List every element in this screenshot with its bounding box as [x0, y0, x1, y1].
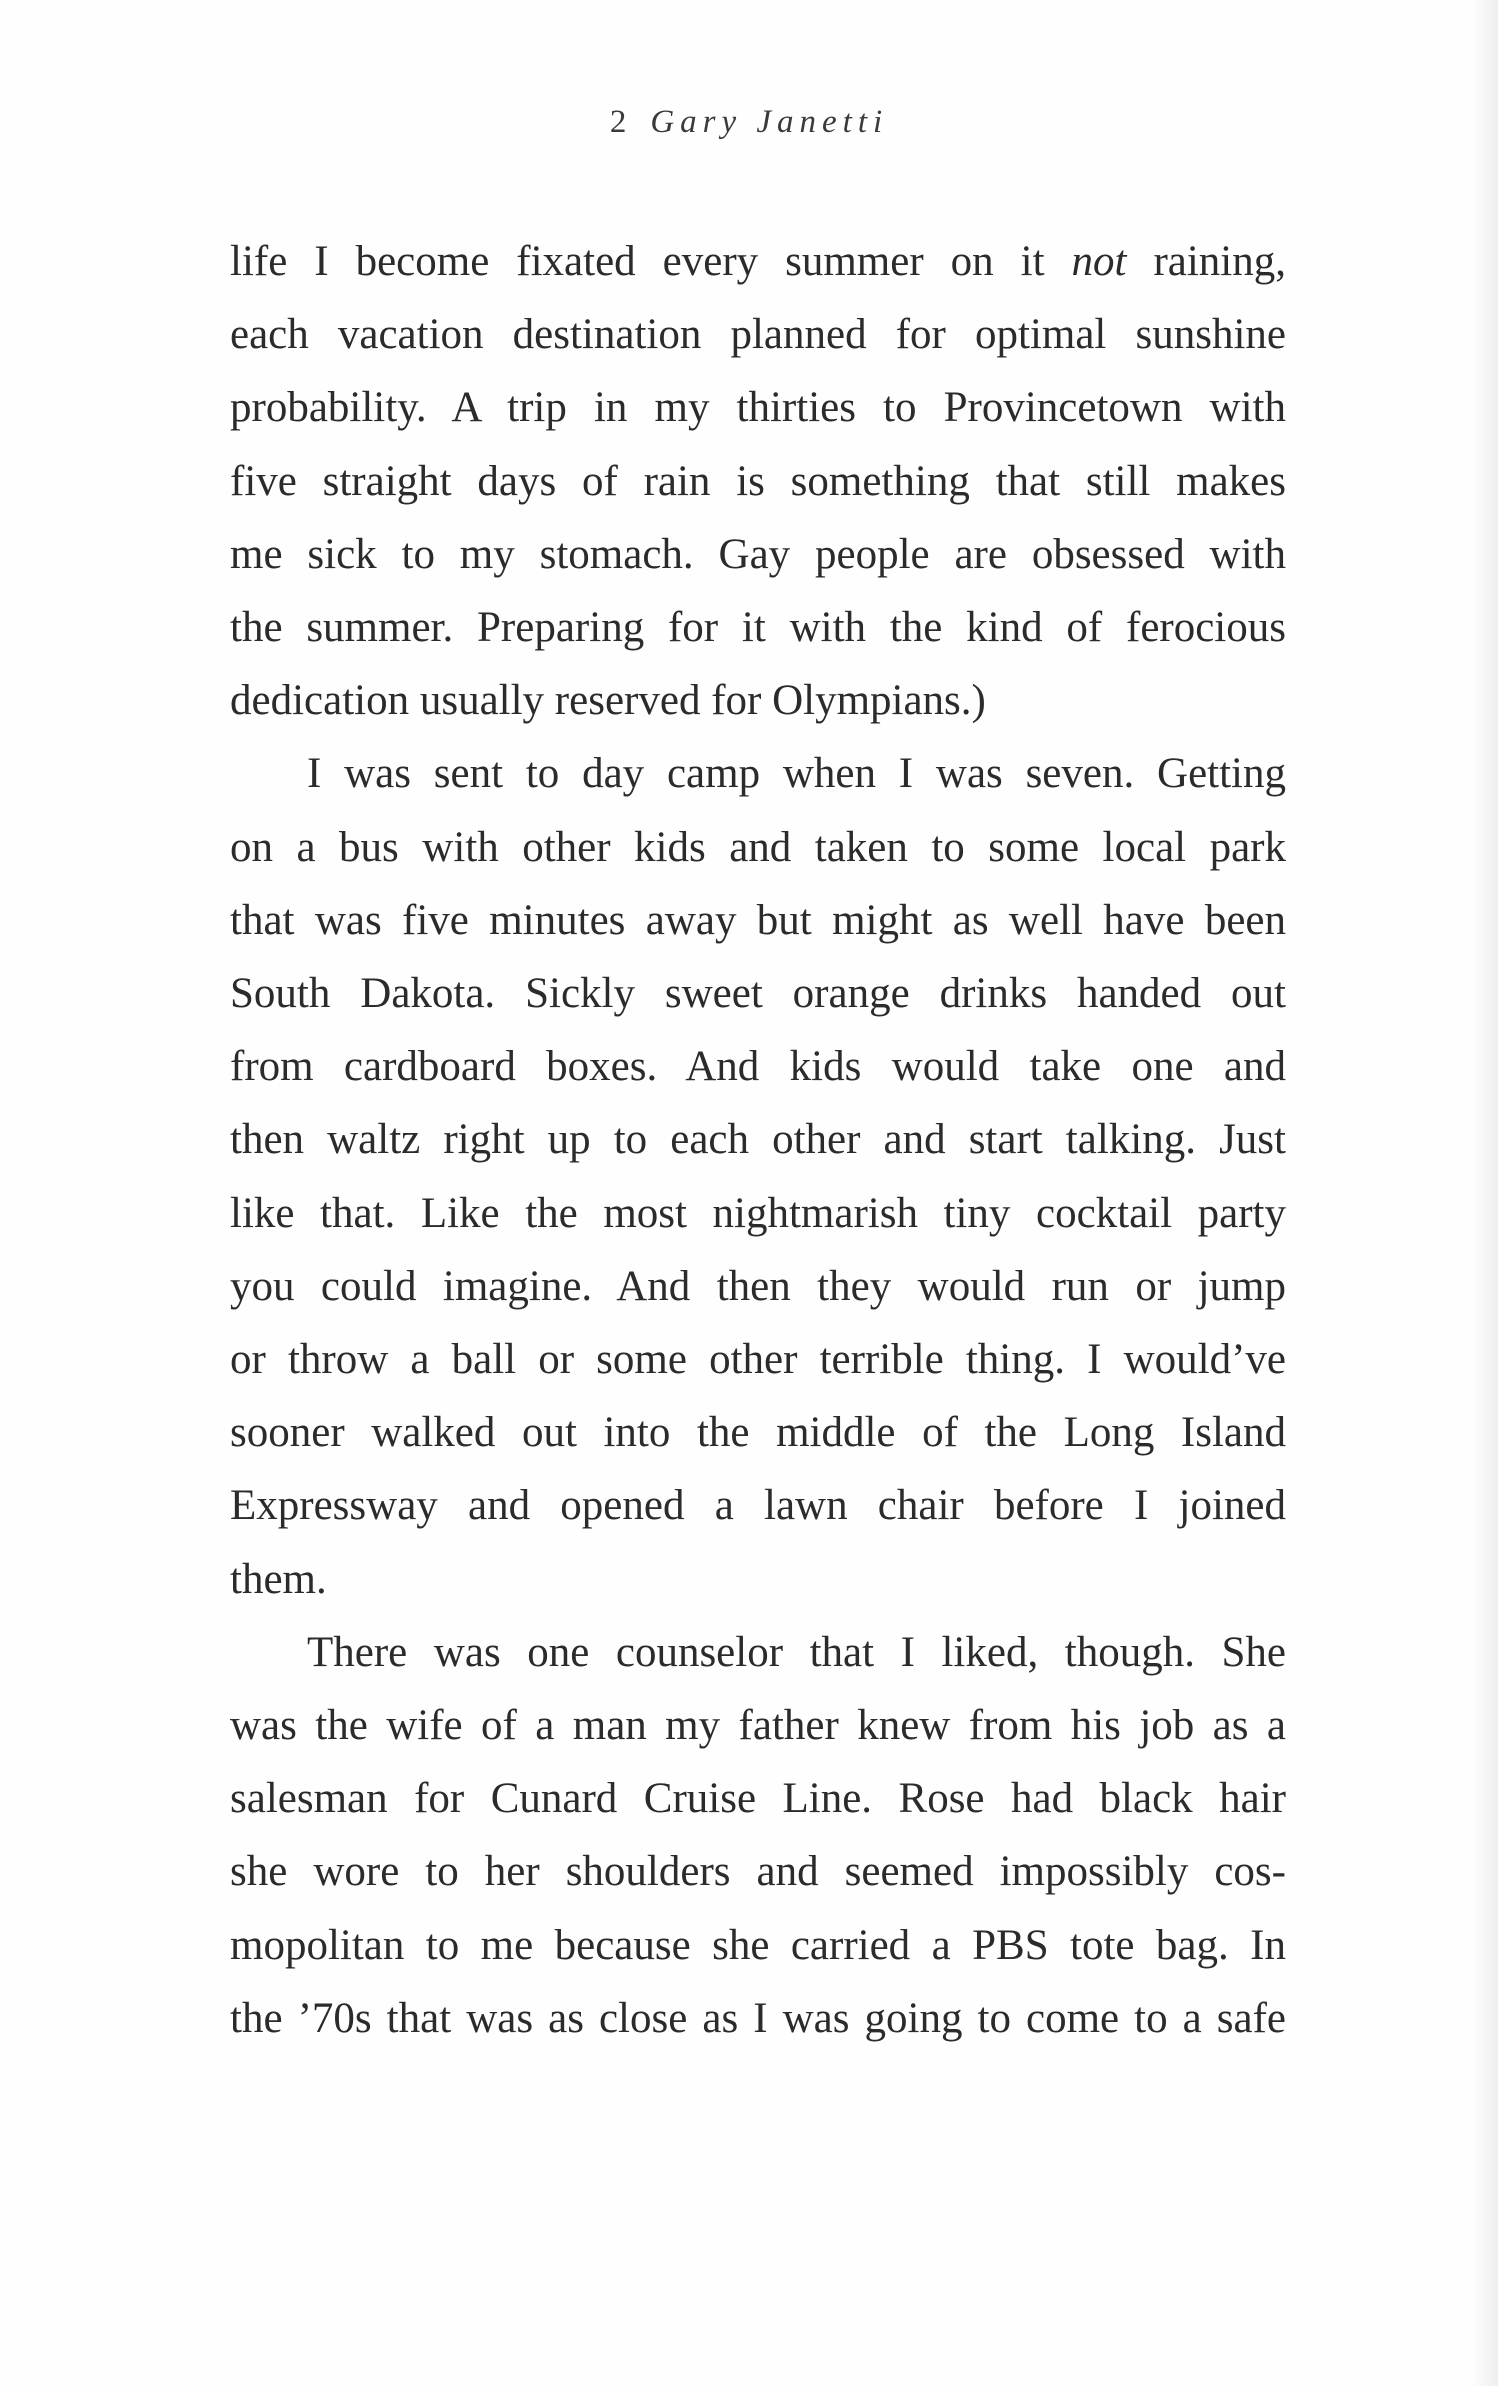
text-line: me sick to my stomach. Gay people are obsessed with — [230, 530, 1286, 578]
text-line: then waltz right up to each other and start talking. Just — [230, 1116, 1286, 1164]
text-line: or throw a ball or some other terrible thing. I would’ve — [230, 1336, 1286, 1384]
text-line: South Dakota. Sickly sweet orange drinks handed out — [230, 970, 1286, 1018]
text-line: mopolitan to me because she carried a PBS tote bag. In — [230, 1921, 1286, 1969]
text-line: dedication usually reserved for Olympians.) — [230, 677, 986, 725]
text-line: them. — [230, 1555, 327, 1603]
paragraph-2 — [230, 737, 1286, 1615]
text-line: was the wife of a man my father knew from his job as a — [230, 1702, 1286, 1750]
page-number: 2 — [609, 104, 633, 140]
body-text — [230, 225, 1286, 2055]
emphasis: not — [1071, 238, 1127, 285]
text-line: the ’70s that was as close as I was going to come to a safe — [230, 1994, 1286, 2042]
text-line: each vacation destination planned for optimal sunshine — [230, 311, 1286, 359]
text-line: she wore to her shoulders and seemed impossibly cos- — [230, 1848, 1286, 1896]
text-line: I was sent to day camp when I was seven. Getting — [307, 750, 1286, 798]
text-line: you could imagine. And then they would run or jump — [230, 1262, 1286, 1310]
text-line: There was one counselor that I liked, though. She — [307, 1628, 1286, 1676]
text-line: probability. A trip in my thirties to Provincetown with — [230, 384, 1286, 432]
paragraph-3 — [230, 1616, 1286, 2055]
text-line: salesman for Cunard Cruise Line. Rose had black hair — [230, 1775, 1286, 1823]
running-header — [0, 104, 1498, 141]
text-line: on a bus with other kids and taken to some local park — [230, 823, 1286, 871]
text-line: like that. Like the most nightmarish tiny cocktail party — [230, 1189, 1286, 1237]
text-line: sooner walked out into the middle of the Long Island — [230, 1409, 1286, 1457]
text-line: that was five minutes away but might as well have been — [230, 896, 1286, 944]
text-line: Expressway and opened a lawn chair before I joined — [230, 1482, 1286, 1530]
page-edge-shadow — [1472, 0, 1498, 2386]
author-name: Gary Janetti — [650, 104, 889, 140]
text-line: five straight days of rain is something that still makes — [230, 457, 1286, 505]
paragraph-1 — [230, 225, 1286, 737]
text-line: life I become fixated every summer on it not raining, — [230, 238, 1286, 285]
text-line: from cardboard boxes. And kids would take one and — [230, 1043, 1286, 1091]
text-line: the summer. Preparing for it with the kind of ferocious — [230, 604, 1286, 652]
